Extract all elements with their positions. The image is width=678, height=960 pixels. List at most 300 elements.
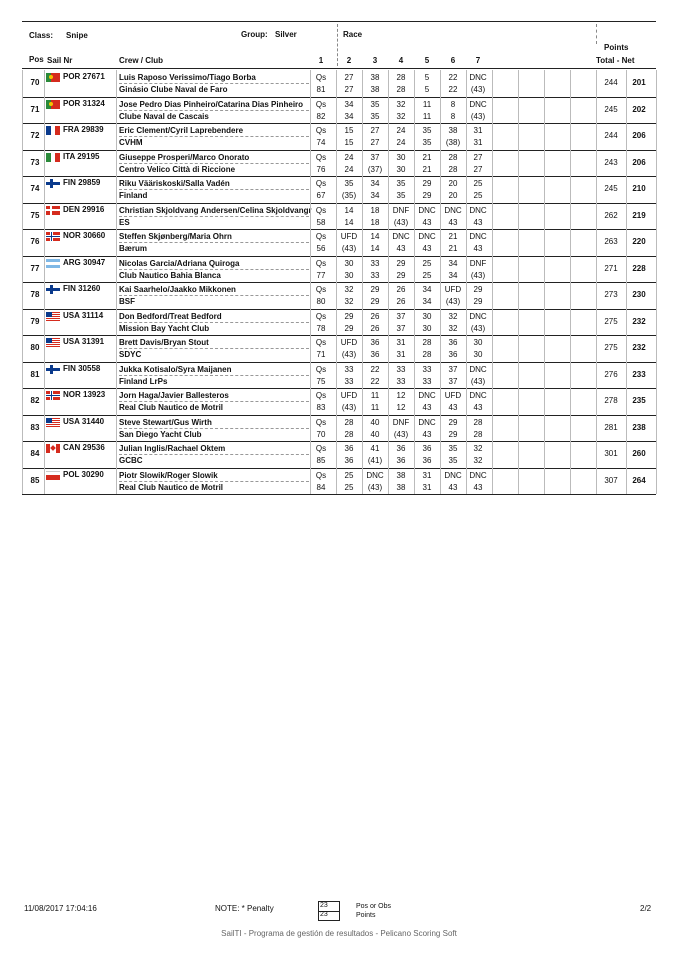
race-score: Qs	[315, 338, 327, 347]
crew-club-separator	[119, 428, 309, 429]
grid-vline	[388, 282, 389, 309]
race-points: 43	[448, 482, 458, 492]
grid-vline	[466, 415, 467, 442]
club-name: Real Club Nautico de Motril	[119, 403, 224, 412]
race-score: DNF	[392, 417, 410, 427]
race-points: 14	[344, 217, 354, 227]
grid-vline	[440, 335, 441, 362]
race-points: 34	[344, 111, 354, 121]
race-score: 26	[370, 311, 380, 321]
position: 79	[30, 316, 40, 326]
race-points: (41)	[367, 456, 383, 465]
club-name: Finland LrPs	[119, 376, 168, 386]
grid-vline	[656, 335, 657, 362]
race-score: 36	[422, 444, 432, 453]
grid-vline	[362, 229, 363, 256]
fin-flag-icon	[46, 285, 60, 294]
race-score: 12	[396, 391, 406, 400]
total-points: 276	[604, 369, 618, 379]
crew-club-separator	[119, 454, 309, 455]
sail-number: POR 27671	[63, 72, 105, 81]
race-score: Qs	[315, 364, 327, 374]
race-score: 38	[370, 73, 380, 82]
table-row	[0, 176, 678, 202]
race-points: 28	[473, 429, 483, 439]
total-points: 275	[604, 343, 618, 352]
race-number-header: 5	[424, 56, 430, 65]
race-points: 43	[448, 217, 458, 227]
crew-names: Julian Inglis/Rachael Oktem	[119, 444, 226, 453]
race-points: 74	[316, 138, 326, 147]
grid-vline	[626, 70, 627, 97]
race-number-header: 6	[450, 56, 456, 65]
grid-vline	[310, 256, 311, 283]
grid-vline	[544, 229, 545, 256]
race-score: 32	[344, 285, 354, 294]
table-row	[0, 335, 678, 361]
total-points: 243	[604, 157, 618, 167]
race-points: 8	[450, 111, 456, 121]
grid-vline	[466, 97, 467, 124]
grid-vline	[596, 97, 597, 124]
race-points: 31	[396, 350, 406, 359]
grid-vline	[22, 256, 23, 283]
race-score: 37	[370, 152, 380, 162]
net-points: 232	[632, 316, 646, 326]
race-points: 30	[344, 270, 354, 280]
race-points: (43)	[470, 85, 486, 94]
table-row	[0, 468, 678, 494]
race-points: 28	[344, 429, 354, 439]
race-score: DNF	[469, 258, 487, 268]
race-points: 25	[422, 270, 432, 280]
grid-vline	[656, 415, 657, 442]
grid-vline	[626, 176, 627, 203]
grid-vline	[310, 150, 311, 177]
race-score: UFD	[444, 391, 462, 400]
net-points: 260	[632, 449, 646, 458]
crew-names: Jose Pedro Dias Pinheiro/Catarina Dias Pinheiro	[119, 99, 304, 109]
race-points: 43	[396, 244, 406, 253]
grid-vline	[310, 468, 311, 495]
grid-vline	[626, 123, 627, 150]
race-points: 81	[316, 85, 326, 94]
race-points: 43	[422, 429, 432, 439]
nor-flag-icon	[46, 232, 60, 241]
grid-vline	[44, 97, 45, 124]
grid-vline	[22, 282, 23, 309]
grid-vline	[362, 176, 363, 203]
grid-vline	[22, 229, 23, 256]
grid-vline	[44, 123, 45, 150]
race-points: (43)	[470, 376, 486, 386]
race-score: 34	[448, 258, 458, 268]
grid-vline	[440, 97, 441, 124]
grid-vline	[626, 362, 627, 389]
race-points: 26	[396, 297, 406, 306]
race-points: (43)	[367, 482, 383, 492]
race-points: 34	[370, 191, 380, 200]
grid-vline	[44, 176, 45, 203]
grid-vline	[336, 97, 337, 124]
race-points: 35	[370, 111, 380, 121]
crew-club-separator	[119, 83, 309, 84]
sail-number: ARG 30947	[63, 257, 106, 267]
crew-names: Brett Davis/Bryan Stout	[119, 338, 209, 347]
race-score: 40	[370, 417, 380, 427]
race-score: UFD	[340, 391, 358, 400]
grid-vline	[362, 309, 363, 336]
grid-vline	[492, 176, 493, 203]
grid-vline	[596, 123, 597, 150]
club-name: GCBC	[119, 456, 143, 465]
grid-vline	[492, 362, 493, 389]
grid-vline	[44, 203, 45, 230]
grid-vline	[544, 282, 545, 309]
race-score: 29	[448, 417, 458, 427]
grid-vline	[596, 309, 597, 336]
grid-vline	[22, 388, 23, 415]
arg-flag-icon	[46, 259, 60, 268]
club-name: SDYC	[119, 350, 142, 359]
grid-vline	[492, 70, 493, 97]
grid-vline	[440, 70, 441, 97]
grid-vline	[570, 70, 571, 97]
race-points: 25	[473, 191, 483, 200]
race-points: 84	[316, 482, 326, 492]
net-points: 202	[632, 104, 646, 114]
race-points: 35	[448, 456, 458, 465]
race-points: (43)	[470, 323, 486, 333]
race-points: 80	[316, 297, 326, 306]
race-score: Qs	[315, 73, 327, 82]
grid-vline	[626, 150, 627, 177]
total-points: 278	[604, 396, 618, 405]
grid-vline	[336, 256, 337, 283]
race-points: 36	[344, 456, 354, 465]
grid-vline	[544, 203, 545, 230]
race-points: 28	[396, 85, 406, 94]
grid-vline	[116, 309, 117, 336]
race-score: 37	[396, 311, 406, 321]
grid-vline	[336, 468, 337, 495]
race-score: 8	[450, 99, 456, 109]
race-score: 27	[473, 152, 483, 162]
race-score: DNC	[444, 470, 462, 480]
grid-vline	[596, 362, 597, 389]
grid-vline	[656, 309, 657, 336]
race-points: 20	[448, 191, 458, 200]
race-points: (43)	[470, 270, 486, 280]
grid-vline	[388, 335, 389, 362]
grid-vline	[656, 150, 657, 177]
grid-vline	[22, 203, 23, 230]
net-points: 233	[632, 369, 646, 379]
race-points: 43	[448, 403, 458, 412]
race-points: 38	[370, 85, 380, 94]
net-points: 238	[632, 422, 646, 432]
race-points: 37	[396, 323, 406, 333]
grid-vline	[570, 468, 571, 495]
grid-vline	[570, 203, 571, 230]
table-row	[0, 282, 678, 308]
grid-vline	[336, 309, 337, 336]
club-name: Centro Velico Città di Riccione	[119, 164, 236, 174]
grid-vline	[656, 388, 657, 415]
crew-club-separator	[119, 322, 309, 323]
race-score: 26	[396, 285, 406, 294]
grid-vline	[596, 176, 597, 203]
race-points: 82	[316, 111, 326, 121]
race-points: 21	[422, 164, 432, 174]
race-score: Qs	[315, 258, 327, 268]
race-score: DNF	[392, 205, 410, 215]
race-score: 34	[422, 285, 432, 294]
race-score: Qs	[315, 391, 327, 400]
grid-vline	[44, 150, 45, 177]
grid-vline	[596, 468, 597, 495]
grid-vline	[626, 229, 627, 256]
grid-vline	[44, 309, 45, 336]
grid-vline	[22, 415, 23, 442]
grid-vline	[362, 256, 363, 283]
race-score: 25	[344, 470, 354, 480]
race-points: 11	[370, 403, 380, 412]
race-score: Qs	[315, 470, 327, 480]
table-row	[0, 123, 678, 149]
race-score: 35	[344, 179, 354, 188]
position: 84	[30, 449, 40, 458]
crew-names: Jukka Kotisalo/Syra Maijanen	[119, 364, 232, 374]
row-rule	[22, 494, 656, 495]
grid-vline	[466, 335, 467, 362]
total-points: 263	[604, 237, 618, 246]
grid-vline	[362, 362, 363, 389]
race-points: (37)	[367, 164, 383, 174]
race-points: 43	[473, 403, 483, 412]
grid-vline	[570, 415, 571, 442]
grid-vline	[388, 97, 389, 124]
race-score: DNC	[469, 232, 487, 241]
table-row	[0, 441, 678, 467]
grid-vline	[518, 176, 519, 203]
grid-vline	[414, 282, 415, 309]
grid-vline	[570, 176, 571, 203]
race-points: 77	[316, 270, 326, 280]
race-points: (35)	[341, 191, 357, 200]
race-points: 36	[422, 456, 432, 465]
race-points: 5	[424, 85, 430, 94]
grid-vline	[466, 70, 467, 97]
grid-vline	[440, 441, 441, 468]
fin-flag-icon	[46, 179, 60, 188]
grid-vline	[596, 441, 597, 468]
grid-vline	[44, 70, 45, 97]
grid-vline	[414, 441, 415, 468]
race-score: 33	[344, 364, 354, 374]
race-score: 30	[422, 311, 432, 321]
total-points: 281	[604, 422, 618, 432]
grid-vline	[22, 150, 23, 177]
total-points: 244	[604, 78, 618, 87]
grid-vline	[596, 203, 597, 230]
race-points: 43	[422, 217, 432, 227]
grid-vline	[440, 229, 441, 256]
table-top-rule	[22, 21, 656, 22]
grid-vline	[544, 362, 545, 389]
grid-vline	[336, 388, 337, 415]
grid-vline	[388, 388, 389, 415]
race-points: 33	[396, 376, 406, 386]
club-name: CVHM	[119, 138, 143, 147]
table-row	[0, 388, 678, 414]
sail-number: CAN 29536	[63, 443, 105, 452]
race-score: 24	[344, 152, 354, 162]
race-points: 76	[316, 164, 326, 174]
grid-vline	[310, 203, 311, 230]
grid-vline	[414, 229, 415, 256]
crew-club-separator	[119, 375, 309, 376]
grid-vline	[440, 468, 441, 495]
position: 73	[30, 157, 40, 167]
grid-vline	[116, 335, 117, 362]
sail-number: USA 31440	[63, 416, 105, 426]
grid-vline	[440, 388, 441, 415]
grid-vline	[544, 335, 545, 362]
grid-vline	[626, 415, 627, 442]
grid-vline	[440, 309, 441, 336]
grid-vline	[22, 123, 23, 150]
race-points: 28	[448, 164, 458, 174]
race-score: 30	[396, 152, 406, 162]
grid-vline	[22, 176, 23, 203]
crew-club-separator	[119, 110, 309, 111]
race-score: 29	[344, 311, 354, 321]
crew-club-separator	[119, 295, 309, 296]
race-score: DNC	[469, 99, 487, 109]
grid-vline	[440, 176, 441, 203]
sail-number: FIN 31260	[63, 284, 101, 293]
grid-vline	[362, 70, 363, 97]
grid-vline	[596, 388, 597, 415]
race-score: 34	[370, 179, 380, 188]
grid-vline	[570, 362, 571, 389]
grid-vline	[310, 282, 311, 309]
sail-number: FIN 29859	[63, 178, 101, 187]
race-points: 43	[422, 403, 432, 412]
race-divider	[337, 24, 338, 66]
race-number-header: 3	[372, 56, 378, 65]
grid-vline	[492, 468, 493, 495]
race-points: 36	[370, 350, 380, 359]
grid-vline	[492, 256, 493, 283]
club-name: Real Club Nautico de Motril	[119, 482, 224, 492]
race-points: 70	[316, 429, 326, 439]
grid-vline	[336, 415, 337, 442]
grid-vline	[414, 203, 415, 230]
grid-vline	[362, 203, 363, 230]
race-score: DNC	[469, 311, 487, 321]
position: 83	[30, 422, 40, 432]
club-name: Ginásio Clube Naval de Faro	[119, 85, 228, 94]
race-number-header: 1	[318, 56, 324, 65]
grid-vline	[336, 335, 337, 362]
grid-vline	[362, 388, 363, 415]
club-name: ES	[119, 217, 130, 227]
sail-number: NOR 13923	[63, 390, 106, 399]
grid-vline	[492, 441, 493, 468]
race-score: Qs	[315, 285, 327, 294]
grid-vline	[466, 229, 467, 256]
legend-box-bottom: 23	[320, 911, 328, 918]
race-score: 35	[448, 444, 458, 453]
grid-vline	[414, 335, 415, 362]
race-score: 28	[396, 73, 406, 82]
race-points: 58	[316, 217, 326, 227]
grid-vline	[116, 282, 117, 309]
por-flag-icon	[46, 100, 60, 109]
crew-club-separator	[119, 189, 309, 190]
race-score: Qs	[315, 205, 327, 215]
position: 81	[30, 369, 40, 379]
club-name: Clube Naval de Cascais	[119, 111, 209, 121]
grid-vline	[570, 388, 571, 415]
grid-vline	[518, 203, 519, 230]
race-points: 12	[396, 403, 406, 412]
grid-vline	[388, 309, 389, 336]
total-points: 307	[604, 475, 618, 485]
race-number-header: 7	[475, 56, 481, 65]
crew-names: Piotr Slowik/Roger Slowik	[119, 470, 218, 480]
grid-vline	[544, 123, 545, 150]
grid-vline	[656, 176, 657, 203]
race-score: Qs	[315, 152, 327, 162]
position: 78	[30, 290, 40, 299]
grid-vline	[596, 335, 597, 362]
usa-flag-icon	[46, 418, 60, 427]
grid-vline	[310, 309, 311, 336]
grid-vline	[518, 441, 519, 468]
race-score: 25	[473, 179, 483, 188]
race-score: 11	[370, 391, 380, 400]
crew-names: Luis Raposo Verissimo/Tiago Borba	[119, 73, 256, 82]
grid-vline	[336, 176, 337, 203]
net-points: 220	[632, 237, 646, 246]
table-row	[0, 150, 678, 176]
race-score: 30	[473, 338, 483, 347]
race-points: 15	[344, 138, 354, 147]
grid-vline	[596, 150, 597, 177]
grid-vline	[544, 388, 545, 415]
net-points: 228	[632, 263, 646, 273]
grid-vline	[310, 176, 311, 203]
grid-vline	[44, 282, 45, 309]
race-points: 30	[422, 323, 432, 333]
grid-vline	[518, 335, 519, 362]
den-flag-icon	[46, 206, 60, 215]
grid-vline	[440, 362, 441, 389]
race-score: 30	[344, 258, 354, 268]
race-points: (38)	[445, 138, 461, 147]
grid-vline	[336, 229, 337, 256]
crew-club-separator	[119, 163, 309, 164]
grid-vline	[440, 415, 441, 442]
race-score: DNC	[392, 232, 410, 241]
grid-vline	[626, 388, 627, 415]
grid-vline	[466, 468, 467, 495]
grid-vline	[544, 415, 545, 442]
crew-names: Don Bedford/Treat Bedford	[119, 311, 222, 321]
